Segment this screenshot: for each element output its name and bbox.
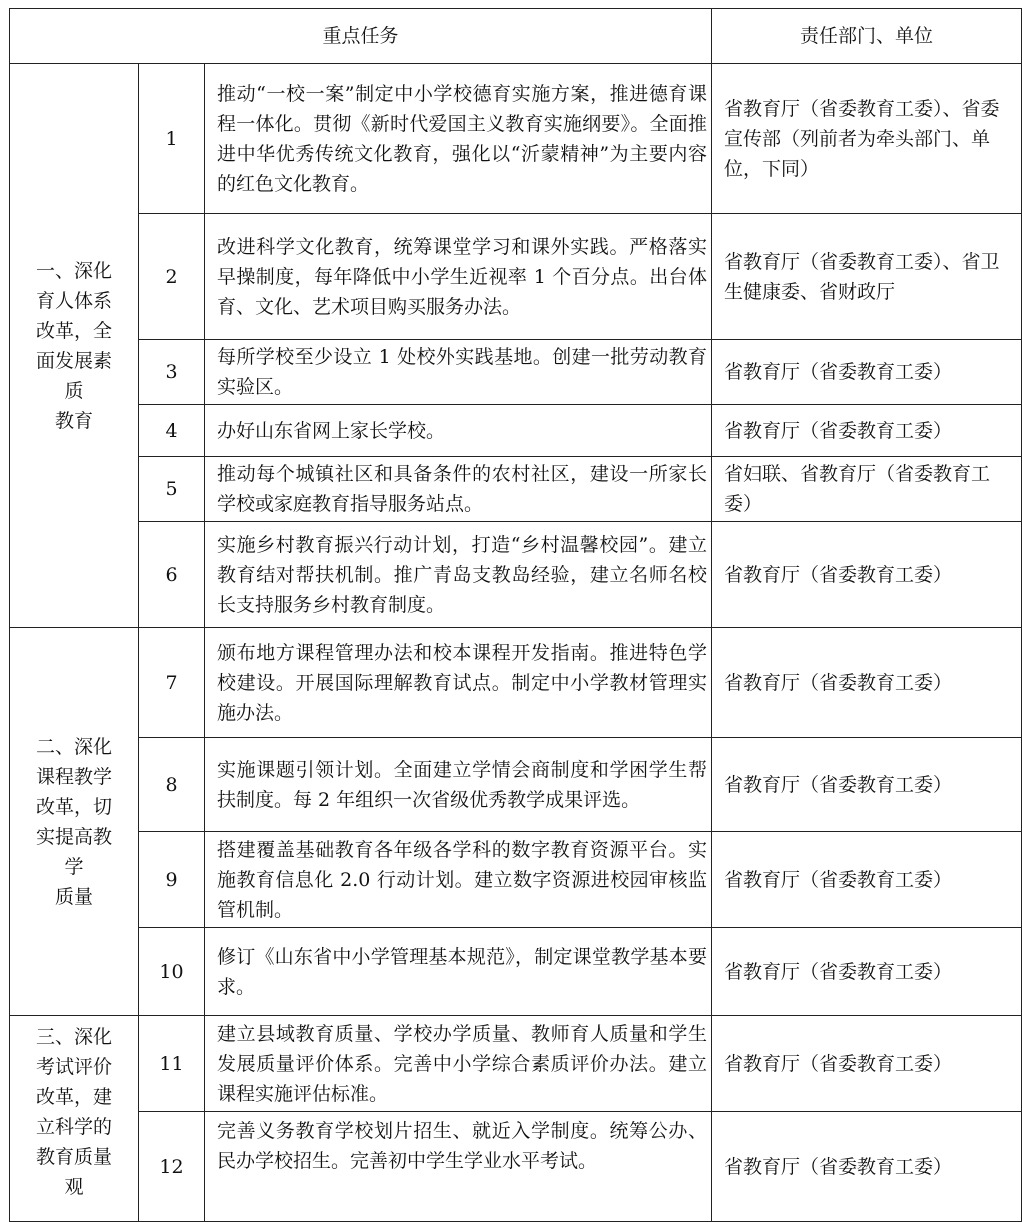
dept-text: 省教育厅（省委教育工委）	[712, 522, 1022, 628]
category-2	[10, 628, 139, 1016]
header-dept: 责任部门、单位	[712, 9, 1022, 64]
row-number: 10	[139, 928, 205, 1016]
row-number: 8	[139, 738, 205, 832]
category-line: 质量	[54, 885, 93, 908]
category-line: 面发展素	[35, 349, 112, 372]
header-row	[10, 9, 1022, 64]
table-row	[10, 405, 1022, 457]
category-1	[10, 64, 139, 628]
table-row	[10, 1112, 1022, 1222]
table-row	[10, 832, 1022, 928]
task-text: 改进科学文化教育，统筹课堂学习和课外实践。严格落实早操制度，每年降低中小学生近视率 1 个百分点。出台体育、文化、艺术项目购买服务办法。	[205, 214, 712, 340]
table-row	[10, 340, 1022, 405]
task-table	[9, 8, 1022, 1222]
task-text: 每所学校至少设立 1 处校外实践基地。创建一批劳动教育实验区。	[205, 340, 712, 405]
row-number: 9	[139, 832, 205, 928]
category-line: 三、深化	[35, 1026, 112, 1048]
task-text: 搭建覆盖基础教育各年级各学科的数字教育资源平台。实施教育信息化 2.0 行动计划。建立数字资源进校园审核监管机制。	[205, 832, 712, 928]
table-row	[10, 928, 1022, 1016]
category-line: 一、深化	[35, 259, 112, 282]
dept-text: 省教育厅（省委教育工委）	[712, 738, 1022, 832]
row-number: 1	[139, 64, 205, 214]
category-line: 考试评价	[35, 1056, 112, 1078]
dept-text: 省教育厅（省委教育工委）、省卫生健康委、省财政厅	[712, 214, 1022, 340]
category-line: 改革，全	[35, 319, 112, 342]
dept-text: 省教育厅（省委教育工委）	[712, 340, 1022, 405]
table-row	[10, 1016, 1022, 1112]
category-line: 育人体系	[35, 289, 112, 312]
category-line: 立科学的	[35, 1116, 112, 1138]
dept-text: 省教育厅（省委教育工委）、省委宣传部（列前者为牵头部门、单位，下同）	[712, 64, 1022, 214]
category-line: 改革，切	[35, 795, 112, 818]
row-number: 12	[139, 1112, 205, 1222]
row-number: 4	[139, 405, 205, 457]
row-number: 11	[139, 1016, 205, 1112]
task-text: 推动每个城镇社区和具备条件的农村社区，建设一所家长学校或家庭教育指导服务站点。	[205, 457, 712, 522]
row-number: 6	[139, 522, 205, 628]
table-row	[10, 628, 1022, 738]
task-text: 实施课题引领计划。全面建立学情会商制度和学困学生帮扶制度。每 2 年组织一次省级优秀教学成果评选。	[205, 738, 712, 832]
dept-text: 省教育厅（省委教育工委）	[712, 1016, 1022, 1112]
category-3	[10, 1016, 139, 1222]
category-line: 教育	[54, 409, 93, 432]
category-line: 改革，建	[35, 1086, 112, 1108]
row-number: 7	[139, 628, 205, 738]
category-line: 教育质量	[35, 1146, 112, 1168]
table-row	[10, 522, 1022, 628]
task-text: 完善义务教育学校划片招生、就近入学制度。统筹公办、民办学校招生。完善初中学生学业水平考试。	[205, 1112, 712, 1222]
task-text: 颁布地方课程管理办法和校本课程开发指南。推进特色学校建设。开展国际理解教育试点。制定中小学教材管理实施办法。	[205, 628, 712, 738]
task-text: 推动“一校一案”制定中小学校德育实施方案，推进德育课程一体化。贯彻《新时代爱国主义教育实施纲要》。全面推进中华优秀传统文化教育，强化以“沂蒙精神”为主要内容的红色文化教育。	[205, 64, 712, 214]
row-number: 2	[139, 214, 205, 340]
dept-text: 省教育厅（省委教育工委）	[712, 405, 1022, 457]
task-text: 建立县域教育质量、学校办学质量、教师育人质量和学生发展质量评价体系。完善中小学综合素质评价办法。建立课程实施评估标准。	[205, 1016, 712, 1112]
category-line: 二、深化	[35, 735, 112, 758]
task-text: 修订《山东省中小学管理基本规范》，制定课堂教学基本要求。	[205, 928, 712, 1016]
dept-text: 省教育厅（省委教育工委）	[712, 1112, 1022, 1222]
task-text: 办好山东省网上家长学校。	[205, 405, 712, 457]
category-line: 实提高教	[35, 825, 112, 848]
category-line: 课程教学	[35, 765, 112, 788]
category-line: 观	[64, 1176, 84, 1198]
category-line: 学	[64, 855, 84, 878]
table-row	[10, 457, 1022, 522]
table-row	[10, 64, 1022, 214]
dept-text: 省教育厅（省委教育工委）	[712, 832, 1022, 928]
dept-text: 省教育厅（省委教育工委）	[712, 628, 1022, 738]
header-task: 重点任务	[10, 9, 712, 64]
row-number: 3	[139, 340, 205, 405]
table-row	[10, 738, 1022, 832]
row-number: 5	[139, 457, 205, 522]
category-line: 质	[64, 379, 84, 402]
dept-text: 省妇联、省教育厅（省委教育工委）	[712, 457, 1022, 522]
task-text: 实施乡村教育振兴行动计划，打造“乡村温馨校园”。建立教育结对帮扶机制。推广青岛支教岛经验，建立名师名校长支持服务乡村教育制度。	[205, 522, 712, 628]
dept-text: 省教育厅（省委教育工委）	[712, 928, 1022, 1016]
table-row	[10, 214, 1022, 340]
